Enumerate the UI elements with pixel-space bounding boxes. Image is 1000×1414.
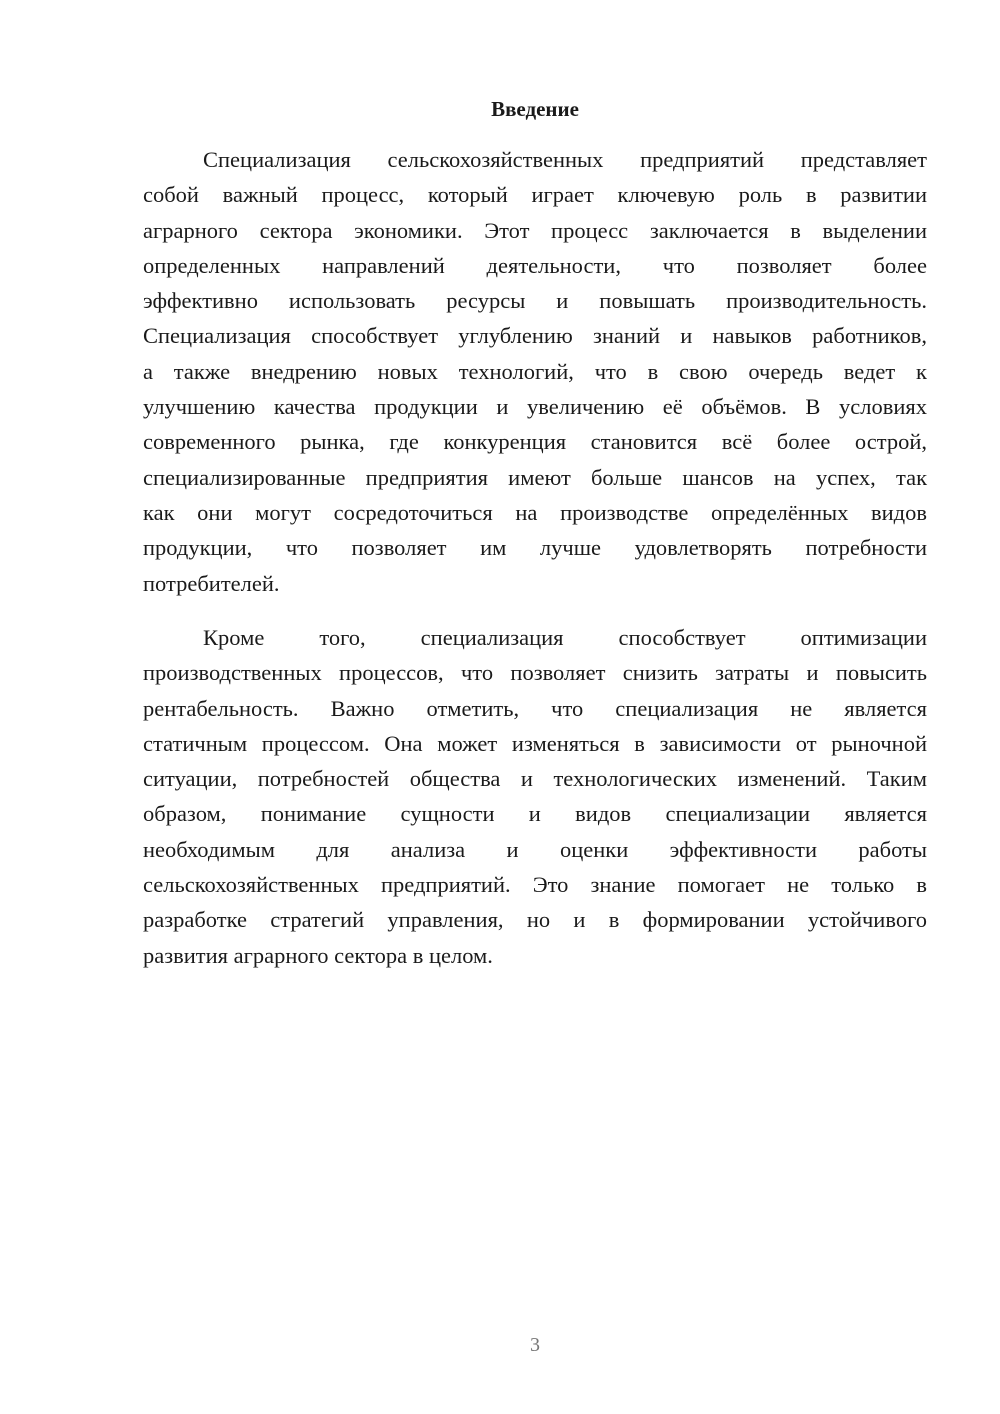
text-line: необходимым для анализа и оценки эффективности работы bbox=[143, 836, 927, 862]
paragraph-1 bbox=[143, 142, 927, 601]
text-line: продукции, что позволяет им лучше удовлетворять потребности bbox=[143, 535, 927, 561]
text-line: а также внедрению новых технологий, что в свою очередь ведет к bbox=[143, 358, 927, 384]
text-line: Специализация способствует углублению знаний и навыков работников, bbox=[143, 323, 927, 349]
text-line: улучшению качества продукции и увеличению её объёмов. В условиях bbox=[143, 394, 927, 420]
text-line: эффективно использовать ресурсы и повышать производительность. bbox=[143, 288, 927, 314]
text-line: специализированные предприятия имеют больше шансов на успех, так bbox=[143, 464, 927, 490]
text-line: производственных процессов, что позволяет снизить затраты и повысить bbox=[143, 660, 927, 686]
text-line: Кроме того, специализация способствует оптимизации bbox=[203, 625, 927, 650]
text-line: ситуации, потребностей общества и технологических изменений. Таким bbox=[143, 766, 927, 792]
section-heading: Введение bbox=[491, 97, 579, 121]
text-line: как они могут сосредоточиться на производстве определённых видов bbox=[143, 499, 927, 525]
text-line: статичным процессом. Она может изменяться в зависимости от рыночной bbox=[143, 730, 927, 756]
text-line: аграрного сектора экономики. Этот процесс заключается в выделении bbox=[143, 217, 927, 243]
text-line: образом, понимание сущности и видов специализации является bbox=[143, 801, 927, 827]
paragraph-2 bbox=[143, 620, 927, 973]
text-line: определенных направлений деятельности, что позволяет более bbox=[143, 252, 927, 278]
text-line: современного рынка, где конкуренция становится всё более острой, bbox=[143, 429, 927, 455]
text-line: рентабельность. Важно отметить, что специализация не является bbox=[143, 695, 927, 721]
text-line: Специализация сельскохозяйственных предприятий представляет bbox=[203, 147, 927, 172]
text-line: собой важный процесс, который играет ключевую роль в развитии bbox=[143, 182, 927, 208]
page-number: 3 bbox=[530, 1334, 540, 1356]
text-line: развития аграрного сектора в целом. bbox=[143, 942, 493, 968]
text-line: потребителей. bbox=[143, 570, 280, 596]
text-line: сельскохозяйственных предприятий. Это знание помогает не только в bbox=[143, 872, 927, 898]
text-line: разработке стратегий управления, но и в формировании устойчивого bbox=[143, 907, 927, 933]
